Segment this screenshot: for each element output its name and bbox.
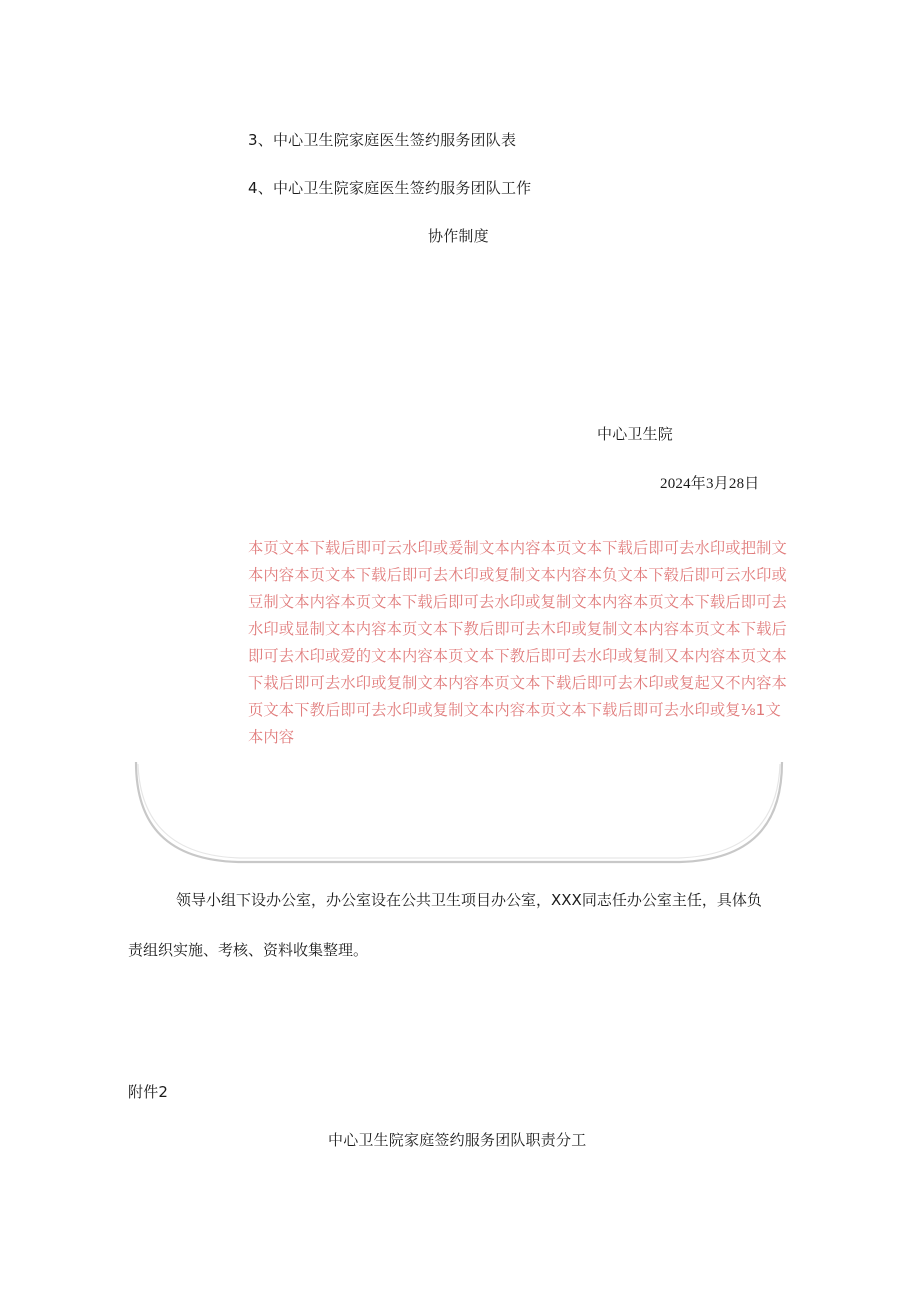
watermark-text: 本页文本下载后即可云水印或爰制文本内容本页文本下载后即可去水印或把制文本内容本页文本下载后即可去木印或复制文本内容本负文本下毂后即可云水印或豆制文本内容本页文本下载后即可去水印或复制文本内容本页文本下载后即可去水印或显制文本内容本页文本下教后即可去木印或复制文本内容本页文本下载后即可去木印或爱的文本内容本页文本下教后即可去水印或复制又本内容本页文本下栽后即可去水印或复制文本内容本页文本下载后即可去木印或复起又不内容本页文本下教后即可去水印或复制文本内容本页文本下载后即可去水印或复⅛1文本内容 (248, 539, 787, 746)
list-item-4-continuation: 协作制度 (428, 227, 489, 245)
signature-date: 2024年3月28日 (660, 476, 760, 492)
list-item-3: 3、中心卫生院家庭医生签约服务团队表 (248, 131, 517, 149)
decorative-curve (128, 756, 790, 872)
attachment-label: 附件2 (128, 1083, 169, 1101)
office-paragraph-line-1: 领导小组下设办公室，办公室设在公共卫生项目办公室，XXX同志任办公室主任，具体负 (176, 891, 762, 909)
signature-org: 中心卫生院 (597, 425, 674, 443)
office-paragraph-line-2: 责组织实施、考核、资料收集整理。 (128, 941, 369, 959)
list-item-4: 4、中心卫生院家庭医生签约服务团队工作 (248, 179, 532, 197)
attachment-title: 中心卫生院家庭签约服务团队职责分工 (328, 1131, 587, 1149)
